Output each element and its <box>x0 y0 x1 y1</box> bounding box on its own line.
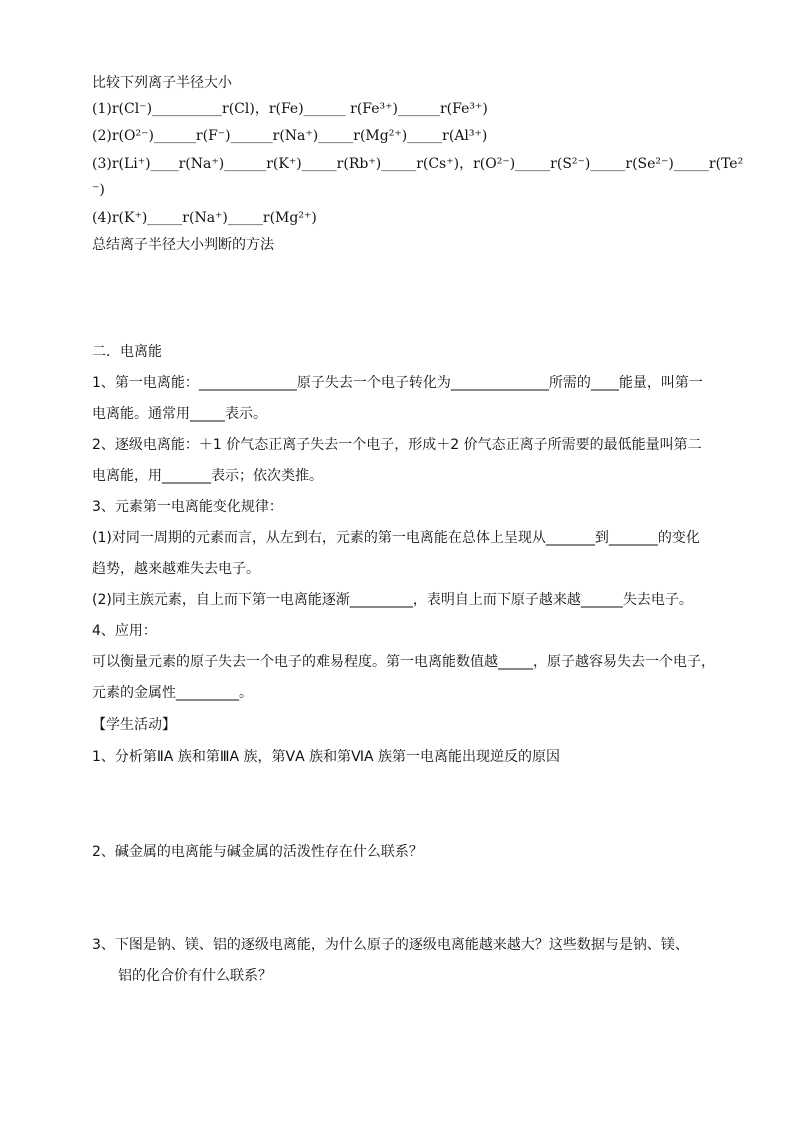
item-1-line-1: 1、第一电离能：______________原子失去一个电子转化为______________所需的____能量，叫第一 <box>92 375 703 391</box>
question-4: (4)r(K⁺)_____r(Na⁺)_____r(Mg²⁺) <box>92 210 317 226</box>
item-4: 4、应用： <box>92 623 157 639</box>
question-2: (2)r(O²⁻)______r(F⁻)______r(Na⁺)_____r(Mg²⁺)_____r(Al³⁺) <box>92 128 488 144</box>
item-2-line-1: 2、逐级电离能：＋1 价气态正离子失去一个电子，形成＋2 价气态正离子所需要的最低能量叫第二 <box>92 437 702 453</box>
question-1: (1)r(Cl⁻)__________r(Cl)，r(Fe)______ r(Fe³⁺)______r(Fe³⁺) <box>92 101 488 117</box>
item-3-1-line-1: (1)对同一周期的元素而言，从左到右，元素的第一电离能在总体上呈现从_______到_______的变化 <box>92 530 700 546</box>
activity-question-3-line-1: 3、下图是钠、镁、铝的逐级电离能，为什么原子的逐级电离能越来越大？这些数据与是钠、镁、 <box>92 937 689 953</box>
item-3-2: (2)同主族元素，自上而下第一电离能逐渐_________，表明自上而下原子越来越______失去电子。 <box>92 592 693 608</box>
activity-question-1: 1、分析第ⅡA 族和第ⅢA 族，第ⅤA 族和第ⅥA 族第一电离能出现逆反的原因 <box>92 749 561 765</box>
item-2-line-2: 电离能，用_______表示；依次类推。 <box>92 468 323 484</box>
item-3: 3、元素第一电离能变化规律： <box>92 499 283 515</box>
summary-prompt: 总结离子半径大小判断的方法 <box>92 237 274 253</box>
item-3-1-line-2: 趋势，越来越难失去电子。 <box>92 561 260 577</box>
student-activity-heading: 【学生活动】 <box>92 717 176 733</box>
question-3-line-1: (3)r(Li⁺)____r(Na⁺)______r(K⁺)_____r(Rb⁺)_____r(Cs⁺)，r(O²⁻)_____r(S²⁻)_____r(Se²⁻)_____r(Te² <box>92 156 744 172</box>
activity-question-3-line-2: 铝的化合价有什么联系？ <box>118 968 272 984</box>
ion-radius-title: 比较下列离子半径大小 <box>92 75 232 91</box>
section-heading-ionization: 二．电离能 <box>92 344 162 360</box>
item-1-line-2: 电离能。通常用_____表示。 <box>92 406 267 422</box>
question-3-line-2: ⁻) <box>92 182 105 198</box>
item-4-line-1: 可以衡量元素的原子失去一个电子的难易程度。第一电离能数值越_____，原子越容易失去一个电子， <box>92 654 715 670</box>
activity-question-2: 2、碱金属的电离能与碱金属的活泼性存在什么联系？ <box>92 844 423 860</box>
item-4-line-2: 元素的金属性_________。 <box>92 685 253 701</box>
